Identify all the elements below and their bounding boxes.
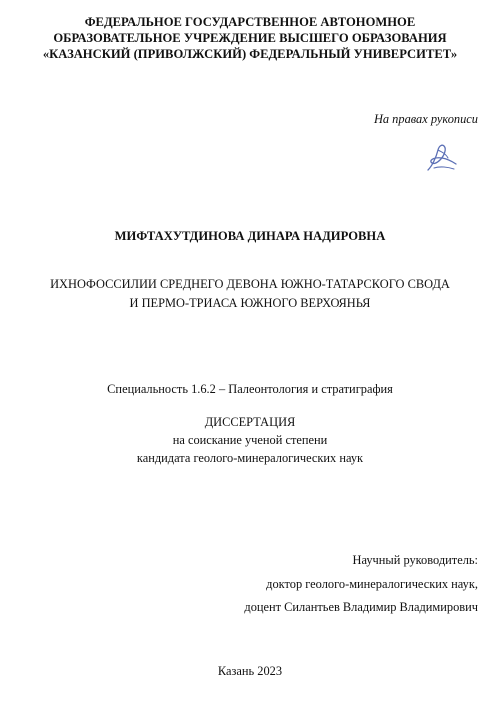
signature-icon xyxy=(420,140,464,176)
supervisor-degree: доктор геолого-минералогических наук, xyxy=(266,577,478,591)
dissertation-heading: ДИССЕРТАЦИЯ xyxy=(204,415,296,429)
supervisor-label: Научный руководитель: xyxy=(352,553,478,567)
dissertation-line-2: кандидата геолого-минералогических наук xyxy=(136,451,364,465)
rights-note: На правах рукописи xyxy=(373,112,478,126)
author-name: МИФТАХУТДИНОВА ДИНАРА НАДИРОВНА xyxy=(114,229,386,243)
supervisor-name: доцент Силантьев Владимир Владимирович xyxy=(244,600,478,614)
thesis-title-line-1: ИХНОФОССИЛИИ СРЕДНЕГО ДЕВОНА ЮЖНО-ТАТАРСКОГО СВОДА xyxy=(50,277,450,291)
header-line-1: ФЕДЕРАЛЬНОЕ ГОСУДАРСТВЕННОЕ АВТОНОМНОЕ xyxy=(84,15,416,29)
header-line-2: ОБРАЗОВАТЕЛЬНОЕ УЧРЕЖДЕНИЕ ВЫСШЕГО ОБРАЗОВАНИЯ xyxy=(53,31,447,45)
specialty: Специальность 1.6.2 – Палеонтология и стратиграфия xyxy=(107,382,393,396)
footer-city-year: Казань 2023 xyxy=(217,664,283,678)
thesis-title-line-2: И ПЕРМО-ТРИАСА ЮЖНОГО ВЕРХОЯНЬЯ xyxy=(129,296,371,310)
dissertation-line-1: на соискание ученой степени xyxy=(172,433,328,447)
header-line-3: «КАЗАНСКИЙ (ПРИВОЛЖСКИЙ) ФЕДЕРАЛЬНЫЙ УНИВЕРСИТЕТ» xyxy=(42,47,458,61)
